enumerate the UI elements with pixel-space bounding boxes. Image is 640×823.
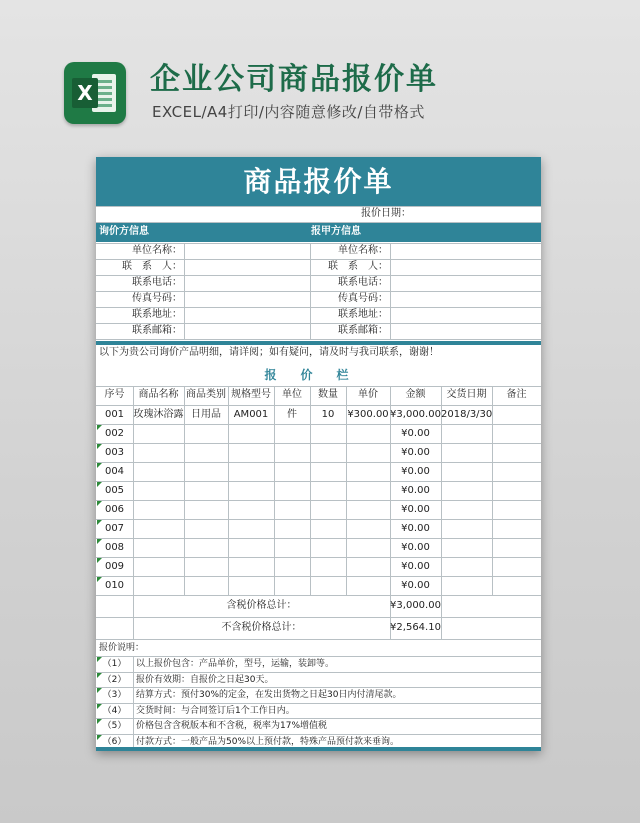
notes-column-line <box>133 656 134 749</box>
quoter-field-label: 单位名称： <box>338 245 388 256</box>
party-info-header <box>96 222 541 242</box>
cell-marker-icon <box>97 482 102 487</box>
row-number: 002 <box>104 428 125 439</box>
info-grid-divider <box>390 243 391 339</box>
table-cell[interactable]: ¥300.00 <box>347 409 389 420</box>
cell-marker-icon <box>97 558 102 563</box>
note-number: （1） <box>102 659 127 669</box>
info-grid-line <box>96 339 541 340</box>
row-number: 001 <box>104 409 125 420</box>
page-subtitle: EXCEL/A4打印/内容随意修改/自带格式 <box>152 103 425 121</box>
column-header: 序号 <box>104 389 125 400</box>
quoter-field-label: 联系邮箱： <box>338 325 388 336</box>
cell-marker-icon <box>97 577 102 582</box>
inquirer-field-label: 传真号码： <box>132 293 182 304</box>
info-grid-divider <box>184 243 185 339</box>
row-number: 007 <box>104 523 125 534</box>
row-number: 010 <box>104 580 125 591</box>
sheet-title: 商品报价单 <box>96 157 541 206</box>
row-number: 003 <box>104 447 125 458</box>
inquirer-field-label: 单位名称： <box>132 245 182 256</box>
table-line <box>96 519 541 520</box>
tax-included-label: 含税价格总计： <box>226 600 297 611</box>
note-text: 以上报价包含：产品单价，型号，运输，装卸等。 <box>136 659 335 669</box>
column-header: 规格型号 <box>231 389 271 400</box>
inquirer-heading: 询价方信息 <box>99 226 149 237</box>
table-line <box>96 576 541 577</box>
cell-marker-icon <box>97 688 102 693</box>
inquirer-field-label: 联系邮箱： <box>132 325 182 336</box>
excel-icon <box>64 62 126 124</box>
table-cell[interactable]: ¥0.00 <box>401 466 430 477</box>
cell-marker-icon <box>97 673 102 678</box>
cell-marker-icon <box>97 501 102 506</box>
table-line <box>96 557 541 558</box>
quoter-heading: 报甲方信息 <box>311 226 361 237</box>
table-cell[interactable]: ¥0.00 <box>401 447 430 458</box>
column-header: 数量 <box>318 389 338 400</box>
table-line <box>96 595 541 596</box>
column-header: 单价 <box>358 389 378 400</box>
table-line <box>96 538 541 539</box>
table-column-line <box>441 595 442 639</box>
table-cell[interactable]: 日用品 <box>191 409 221 420</box>
date-row-line <box>96 222 541 223</box>
note-number: （6） <box>102 736 127 747</box>
note-text: 价格包含含税版本和不含税，税率为17%增值税 <box>136 721 328 731</box>
cell-marker-icon <box>97 657 102 662</box>
table-cell[interactable]: ¥0.00 <box>401 580 430 591</box>
row-number: 008 <box>104 542 125 553</box>
tax-included-value: ¥3,000.00 <box>390 600 441 611</box>
tax-excluded-label: 不含税价格总计： <box>221 622 302 633</box>
quoter-field-label: 传真号码： <box>338 293 388 304</box>
note-text: 报价有效期：自报价之日起30天。 <box>136 674 274 685</box>
quotation-sheet <box>96 157 541 751</box>
table-cell[interactable]: 2018/3/30 <box>441 409 492 420</box>
notice-text: 以下为贵公司询价产品明细，请详阅；如有疑问，请及时与我司联系，谢谢！ <box>99 347 439 358</box>
notes-heading: 报价说明： <box>99 643 145 653</box>
table-cell[interactable]: ¥0.00 <box>401 504 430 515</box>
table-cell[interactable]: ¥0.00 <box>401 542 430 553</box>
table-cell[interactable]: ¥0.00 <box>401 561 430 572</box>
column-header: 交货日期 <box>446 389 487 400</box>
column-header: 备注 <box>506 389 527 400</box>
column-header: 单位 <box>282 389 302 400</box>
table-cell[interactable]: 10 <box>321 409 335 420</box>
page-title: 企业公司商品报价单 <box>150 62 438 97</box>
inquirer-field-label: 联系地址： <box>132 309 182 320</box>
inquirer-field-label: 联系电话： <box>132 277 182 288</box>
column-header: 金额 <box>405 389 426 400</box>
quote-date-label: 报价日期： <box>361 208 411 219</box>
table-column-line <box>492 386 493 595</box>
note-number: （3） <box>102 690 127 700</box>
inquirer-field-label: 联 系 人： <box>122 261 182 272</box>
cell-marker-icon <box>97 704 102 709</box>
table-line <box>96 424 541 425</box>
note-text: 交货时间：与合同签订后1个工作日内。 <box>136 705 295 716</box>
excel-x-letter: X <box>72 78 98 108</box>
table-cell[interactable]: 玫瑰沐浴露 <box>133 409 184 420</box>
cell-marker-icon <box>97 444 102 449</box>
cell-marker-icon <box>97 539 102 544</box>
table-line <box>96 462 541 463</box>
cell-marker-icon <box>97 425 102 430</box>
row-number: 004 <box>104 466 125 477</box>
note-number: （5） <box>102 721 127 731</box>
cell-marker-icon <box>97 520 102 525</box>
table-line <box>96 617 541 618</box>
bottom-border <box>96 747 541 751</box>
quoter-field-label: 联 系 人： <box>328 261 388 272</box>
note-number: （4） <box>102 705 127 716</box>
row-number: 005 <box>104 485 125 496</box>
note-number: （2） <box>102 674 127 685</box>
table-cell[interactable]: ¥0.00 <box>401 428 430 439</box>
row-number: 006 <box>104 504 125 515</box>
page-header <box>64 62 624 132</box>
table-line <box>96 443 541 444</box>
date-row-line <box>96 206 541 207</box>
cell-marker-icon <box>97 719 102 724</box>
quoter-field-label: 联系地址： <box>338 309 388 320</box>
table-cell[interactable]: 件 <box>287 409 297 420</box>
table-cell[interactable]: AM001 <box>233 409 269 420</box>
quoter-field-label: 联系电话： <box>338 277 388 288</box>
tax-excluded-value: ¥2,564.10 <box>390 622 441 633</box>
cell-marker-icon <box>97 735 102 740</box>
table-line <box>96 405 541 406</box>
cell-marker-icon <box>97 463 102 468</box>
column-header: 商品名称 <box>138 389 179 400</box>
table-line <box>96 481 541 482</box>
note-text: 结算方式：预付30%的定金，在发出货物之日起30日内付清尾款。 <box>136 690 402 700</box>
table-line <box>96 500 541 501</box>
note-text: 付款方式：一般产品为50%以上预付款，特殊产品预付款来垂询。 <box>136 736 400 747</box>
table-cell[interactable]: ¥3,000.00 <box>390 409 441 420</box>
row-number: 009 <box>104 561 125 572</box>
table-cell[interactable]: ¥0.00 <box>401 523 430 534</box>
table-cell[interactable]: ¥0.00 <box>401 485 430 496</box>
column-header: 商品类别 <box>186 389 226 400</box>
quote-section-title: 报价栏 <box>264 368 373 382</box>
